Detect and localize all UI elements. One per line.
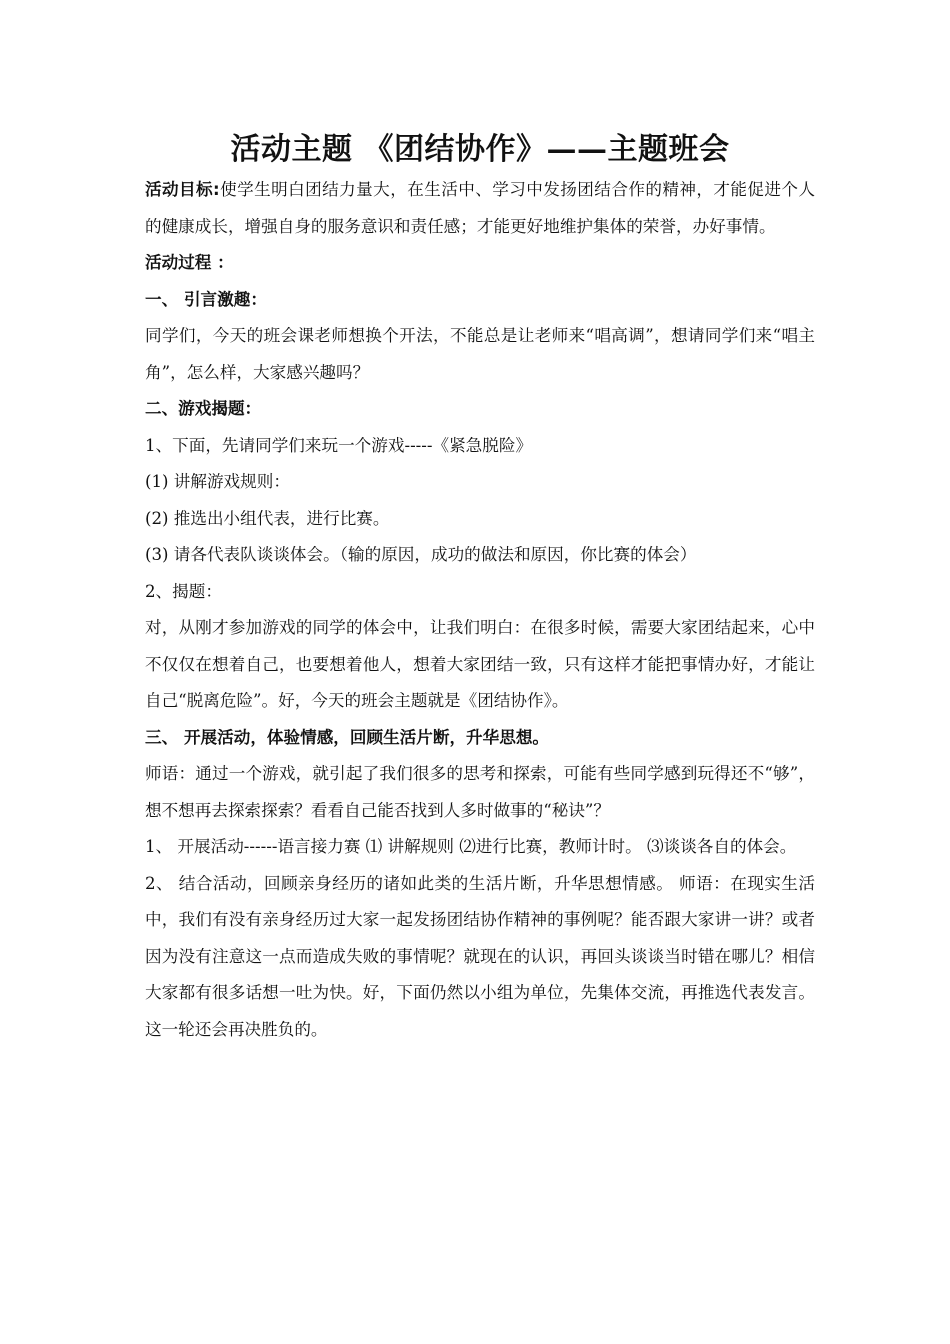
goal-text: 使学生明白团结力量大，在生活中、学习中发扬团结合作的精神，才能促进个人的健康成长，增强自身的服务意识和责任感；才能更好地维护集体的荣誉，办好事情。 [145,180,816,236]
section2-sub1: (1) 讲解游戏规则： [145,472,290,491]
section3-teacher: 师语：通过一个游戏，就引起了我们很多的思考和探索，可能有些同学感到玩得还不“够”，想不想再去探索探索？看看自己能否找到人多时做事的“秘诀”？ [145,764,815,820]
section1-text: 同学们，今天的班会课老师想换个开法，不能总是让老师来“唱高调”，想请同学们来“唱主角”，怎么样，大家感兴趣吗？ [145,326,815,382]
document-page [145,128,815,1048]
goal-label: 活动目标: [145,180,220,199]
section2-item2: 2、揭题： [145,581,222,601]
goal-paragraph [145,172,815,245]
section1-heading: 一、 引言激趣： [145,289,267,309]
section2-sub2: (2) 推选出小组代表，进行比赛。 [145,508,390,528]
section2-sub3: (3) 请各代表队谈谈体会。（输的原因，成功的做法和原因，你比赛的体会） [145,545,697,564]
section3-item1: 1、 开展活动------语言接力赛 ⑴ 讲解规则 ⑵进行比赛，教师计时。 ⑶谈谈各自的体会。 [145,837,797,856]
section2-item1: 1、下面，先请同学们来玩一个游戏-----《紧急脱险》 [145,435,533,455]
page-title: 活动主题 《团结协作》——主题班会 [230,132,730,167]
section3-item2: 2、 结合活动，回顾亲身经历的诸如此类的生活片断，升华思想情感。 师语：在现实生活中，我们有没有亲身经历过大家一起发扬团结协作精神的事例呢？能否跟大家讲一讲？或者因为没有注意这一点而造成失败的事情呢？就现在的认识，再回头谈谈当时错在哪儿？相信大家都有很多话想一吐为快。好，下面仍然以小组为单位，先集体交流，再推选代表发言。这一轮还会再决胜负的。 [145,873,815,1039]
section3-heading: 三、 开展活动，体验情感，回顾生活片断，升华思想。 [145,727,550,747]
process-heading: 活动过程 ： [145,253,234,272]
section2-heading: 二、游戏揭题： [145,399,262,418]
section2-text: 对，从刚才参加游戏的同学的体会中，让我们明白：在很多时候，需要大家团结起来，心中不仅仅在想着自己，也要想着他人，想着大家团结一致，只有这样才能把事情办好，才能让自己“脱离危险”。好，今天的班会主题就是《团结协作》。 [145,618,815,710]
